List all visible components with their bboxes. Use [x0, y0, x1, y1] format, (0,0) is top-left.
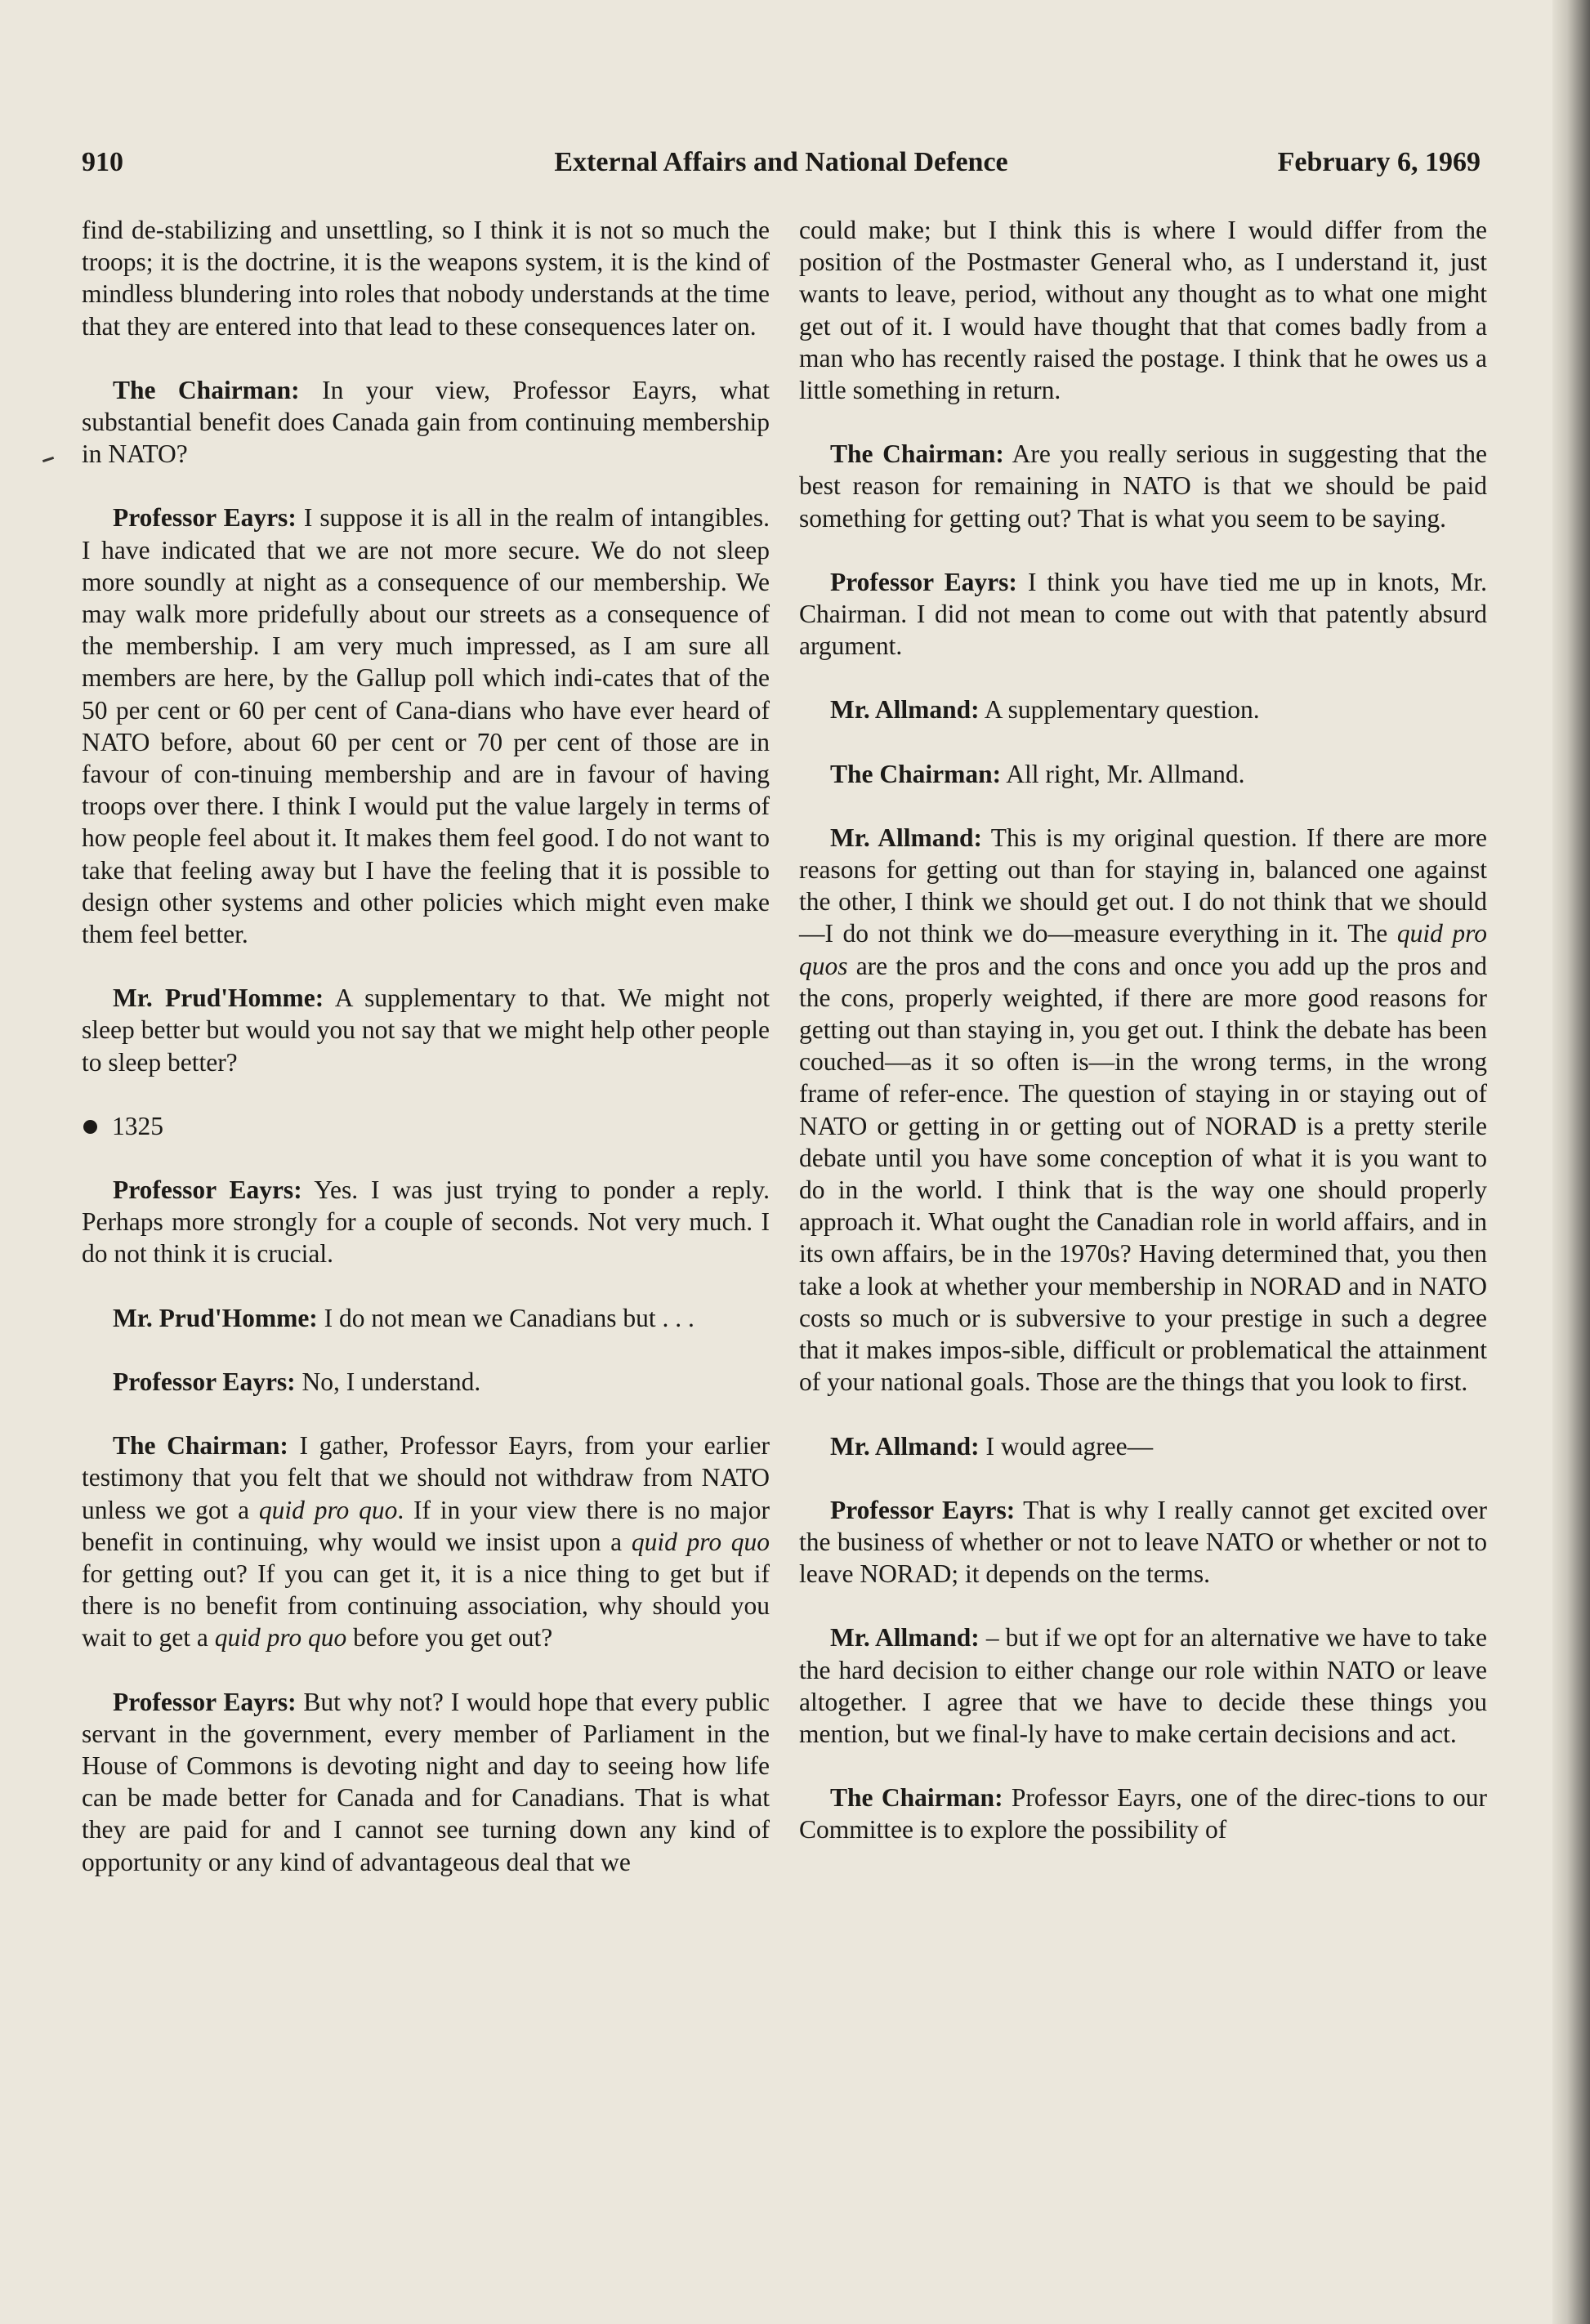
speech-text: for getting out? If you can get it, it is a nice thing to get but if there is no benefit from continuing association, why should you wait to get a — [82, 1559, 770, 1653]
speaker-name: Mr. Allmand: — [830, 695, 980, 725]
right-column — [799, 214, 1487, 1878]
speaker-name: Professor Eayrs: — [830, 567, 1017, 596]
speaker-name: Professor Eayrs: — [830, 1495, 1016, 1524]
paragraph — [799, 1494, 1487, 1590]
speech-text: That is why I really cannot get excited over the business of whether or not to leave NATO or whether or not to leave NORAD; it depends on the terms. — [799, 1495, 1487, 1589]
book-spine-shadow — [1552, 0, 1590, 2324]
paragraph — [799, 758, 1487, 790]
paragraph — [799, 694, 1487, 725]
paragraph — [799, 438, 1487, 534]
speaker-name: Mr. Allmand: — [830, 1623, 980, 1653]
paragraph — [799, 566, 1487, 662]
speech-text: I gather, Professor Eayrs, from your earlier testimony that you felt that we should not withdraw from NATO unless we got a — [82, 1431, 770, 1524]
speaker-name: Mr. Prud'Homme: — [113, 1303, 318, 1332]
speaker-name: Mr. Allmand: — [830, 1431, 980, 1461]
paragraph: find de-stabilizing and unsettling, so I think it is not so much the troops; it is the doctrine, it is the weapons system, it is the kind of mindless blundering into roles that nobody understands at the time that they are entered into that lead to these consequences later on. — [82, 216, 770, 341]
paragraph — [82, 1366, 770, 1398]
speaker-name: The Chairman: — [113, 375, 300, 404]
speaker-name: Mr. Allmand: — [830, 823, 983, 852]
italic-term: quid pro quo — [258, 1495, 398, 1524]
speech-text: . If in your view there is no major benefit in continuing, why would we insist upon a — [82, 1495, 770, 1556]
speaker-name: Professor Eayrs: — [113, 1175, 302, 1205]
speech-text: A supplementary question. — [984, 695, 1260, 725]
speech-text: This is my original question. If there are more reasons for getting out than for staying in, balanced one against the other, I think we should get out. I do not think that we should—I do not think we do—measure everything in it. The — [799, 823, 1487, 948]
paragraph — [82, 982, 770, 1078]
paragraph — [82, 1302, 770, 1334]
speech-text: I suppose it is all in the realm of intangibles. I have indicated that we are not more secure. We do not sleep more soundly at night as a consequence of our membership. We may walk more pridefully about our streets as a consequence of the membership. I am very much impressed, as I am sure all members are here, by the Gallup poll which indi-cates that of the 50 per cent or 60 per cent of Cana-dians who have ever heard of NATO before, about 60 per cent or 70 per cent of those are in favour of con-tinuing membership and are in favour of having troops over there. I think I would put the value largely in terms of how people feel about it. It makes them feel good. I do not want to take that feeling away but I have the feeling that it is possible to design other systems and other policies which might even make them feel better. — [82, 503, 770, 949]
italic-term: quid pro quo — [214, 1623, 347, 1653]
running-title: External Affairs and National Defence — [554, 147, 1008, 177]
paragraph — [799, 1621, 1487, 1750]
speaker-name: The Chairman: — [830, 759, 1002, 788]
italic-term: quid pro quos — [799, 919, 1488, 980]
speech-text: Yes. I was just trying to ponder a reply. Perhaps more strongly for a couple of seconds. Not very much. I do not think it is crucial. — [82, 1175, 770, 1269]
speech-text: Are you really serious in suggesting that the best reason for remaining in NATO is that we should be paid something for getting out? That is what you seem to be saying. — [799, 439, 1487, 533]
speaker-name: The Chairman: — [113, 1431, 288, 1461]
running-header — [82, 147, 1481, 190]
bullet-icon — [83, 1120, 97, 1134]
paragraph — [82, 1430, 770, 1653]
speaker-name: Professor Eayrs: — [113, 503, 297, 533]
speech-text: In your view, Professor Eayrs, what substantial benefit does Canada gain from continuing membership in NATO? — [82, 375, 770, 469]
paragraph — [82, 1686, 770, 1878]
speech-text: No, I understand. — [301, 1367, 481, 1396]
speech-text: A supplementary to that. We might not sleep better but would you not say that we might help other people to sleep better? — [82, 984, 770, 1077]
paragraph — [82, 374, 770, 471]
speech-text: before you get out? — [353, 1623, 553, 1653]
speaker-name: The Chairman: — [830, 439, 1004, 469]
speech-text: All right, Mr. Allmand. — [1006, 759, 1245, 788]
speech-text: I think you have tied me up in knots, Mr. Chairman. I did not mean to come out with that patently absurd argument. — [799, 567, 1488, 661]
speaker-name: Mr. Prud'Homme: — [113, 984, 324, 1013]
time-marker-text: 1325 — [112, 1111, 163, 1140]
time-marker — [82, 1110, 770, 1142]
speaker-name: Professor Eayrs: — [113, 1367, 296, 1396]
margin-pencil-mark — [42, 457, 54, 462]
speech-text: Professor Eayrs, one of the direc-tions to our Committee is to explore the possibility of — [799, 1783, 1488, 1844]
header-date: February 6, 1969 — [1277, 147, 1481, 177]
paragraph — [799, 822, 1487, 1398]
left-column — [82, 214, 770, 1910]
page-number: 910 — [82, 147, 123, 177]
paragraph — [82, 1174, 770, 1270]
speech-text: – but if we opt for an alternative we have to take the hard decision to either change our role within NATO or leave altogether. I agree that we have to decide these things you mention, but we final-ly have to make certain decisions and act. — [799, 1623, 1487, 1748]
paragraph — [82, 502, 770, 950]
speech-text: I do not mean we Canadians but . . . — [324, 1303, 695, 1332]
speaker-name: Professor Eayrs: — [113, 1687, 297, 1716]
speech-text: But why not? I would hope that every public servant in the government, every member of Parliament in the House of Commons is devoting night and day to seeing how life can be made better for Canada and for Canadians. That is what they are paid for and I cannot see turning down any kind of opportunity or any kind of advantageous deal that we — [82, 1687, 770, 1876]
speaker-name: The Chairman: — [830, 1783, 1003, 1813]
paragraph: could make; but I think this is where I would differ from the position of the Postmaster General who, as I understand it, just wants to leave, period, without any thought as to what one might get out of it. I would have thought that that comes badly from a man who has recently raised the postage. I think that he owes us a little something in return. — [799, 216, 1487, 405]
paragraph — [799, 1430, 1487, 1462]
paragraph — [799, 1782, 1487, 1845]
speech-text: are the pros and the cons and once you add up the pros and the cons, properly weighted, if there are more good reasons for getting out than staying in, you get out. I think the debate has been couched—as it so often is—in the wrong terms, in the wrong frame of refer-ence. The question of staying in or staying out of NATO or getting in or getting out of NORAD is a pretty sterile debate until you have some conception of what it is you want to do in the world. I think that is the way one should properly approach it. What ought the Canadian role in world affairs, and in its own affairs, be in the 1970s? Having determined that, you then take a look at whether your membership in NORAD and in NATO costs so much or is subversive to your prestige in such a degree that it makes impos-sible, difficult or problematical the attainment of your national goals. Those are the things that you look to first. — [799, 951, 1488, 1397]
speech-text: I would agree— — [985, 1431, 1154, 1461]
italic-term: quid pro quo — [631, 1527, 770, 1556]
